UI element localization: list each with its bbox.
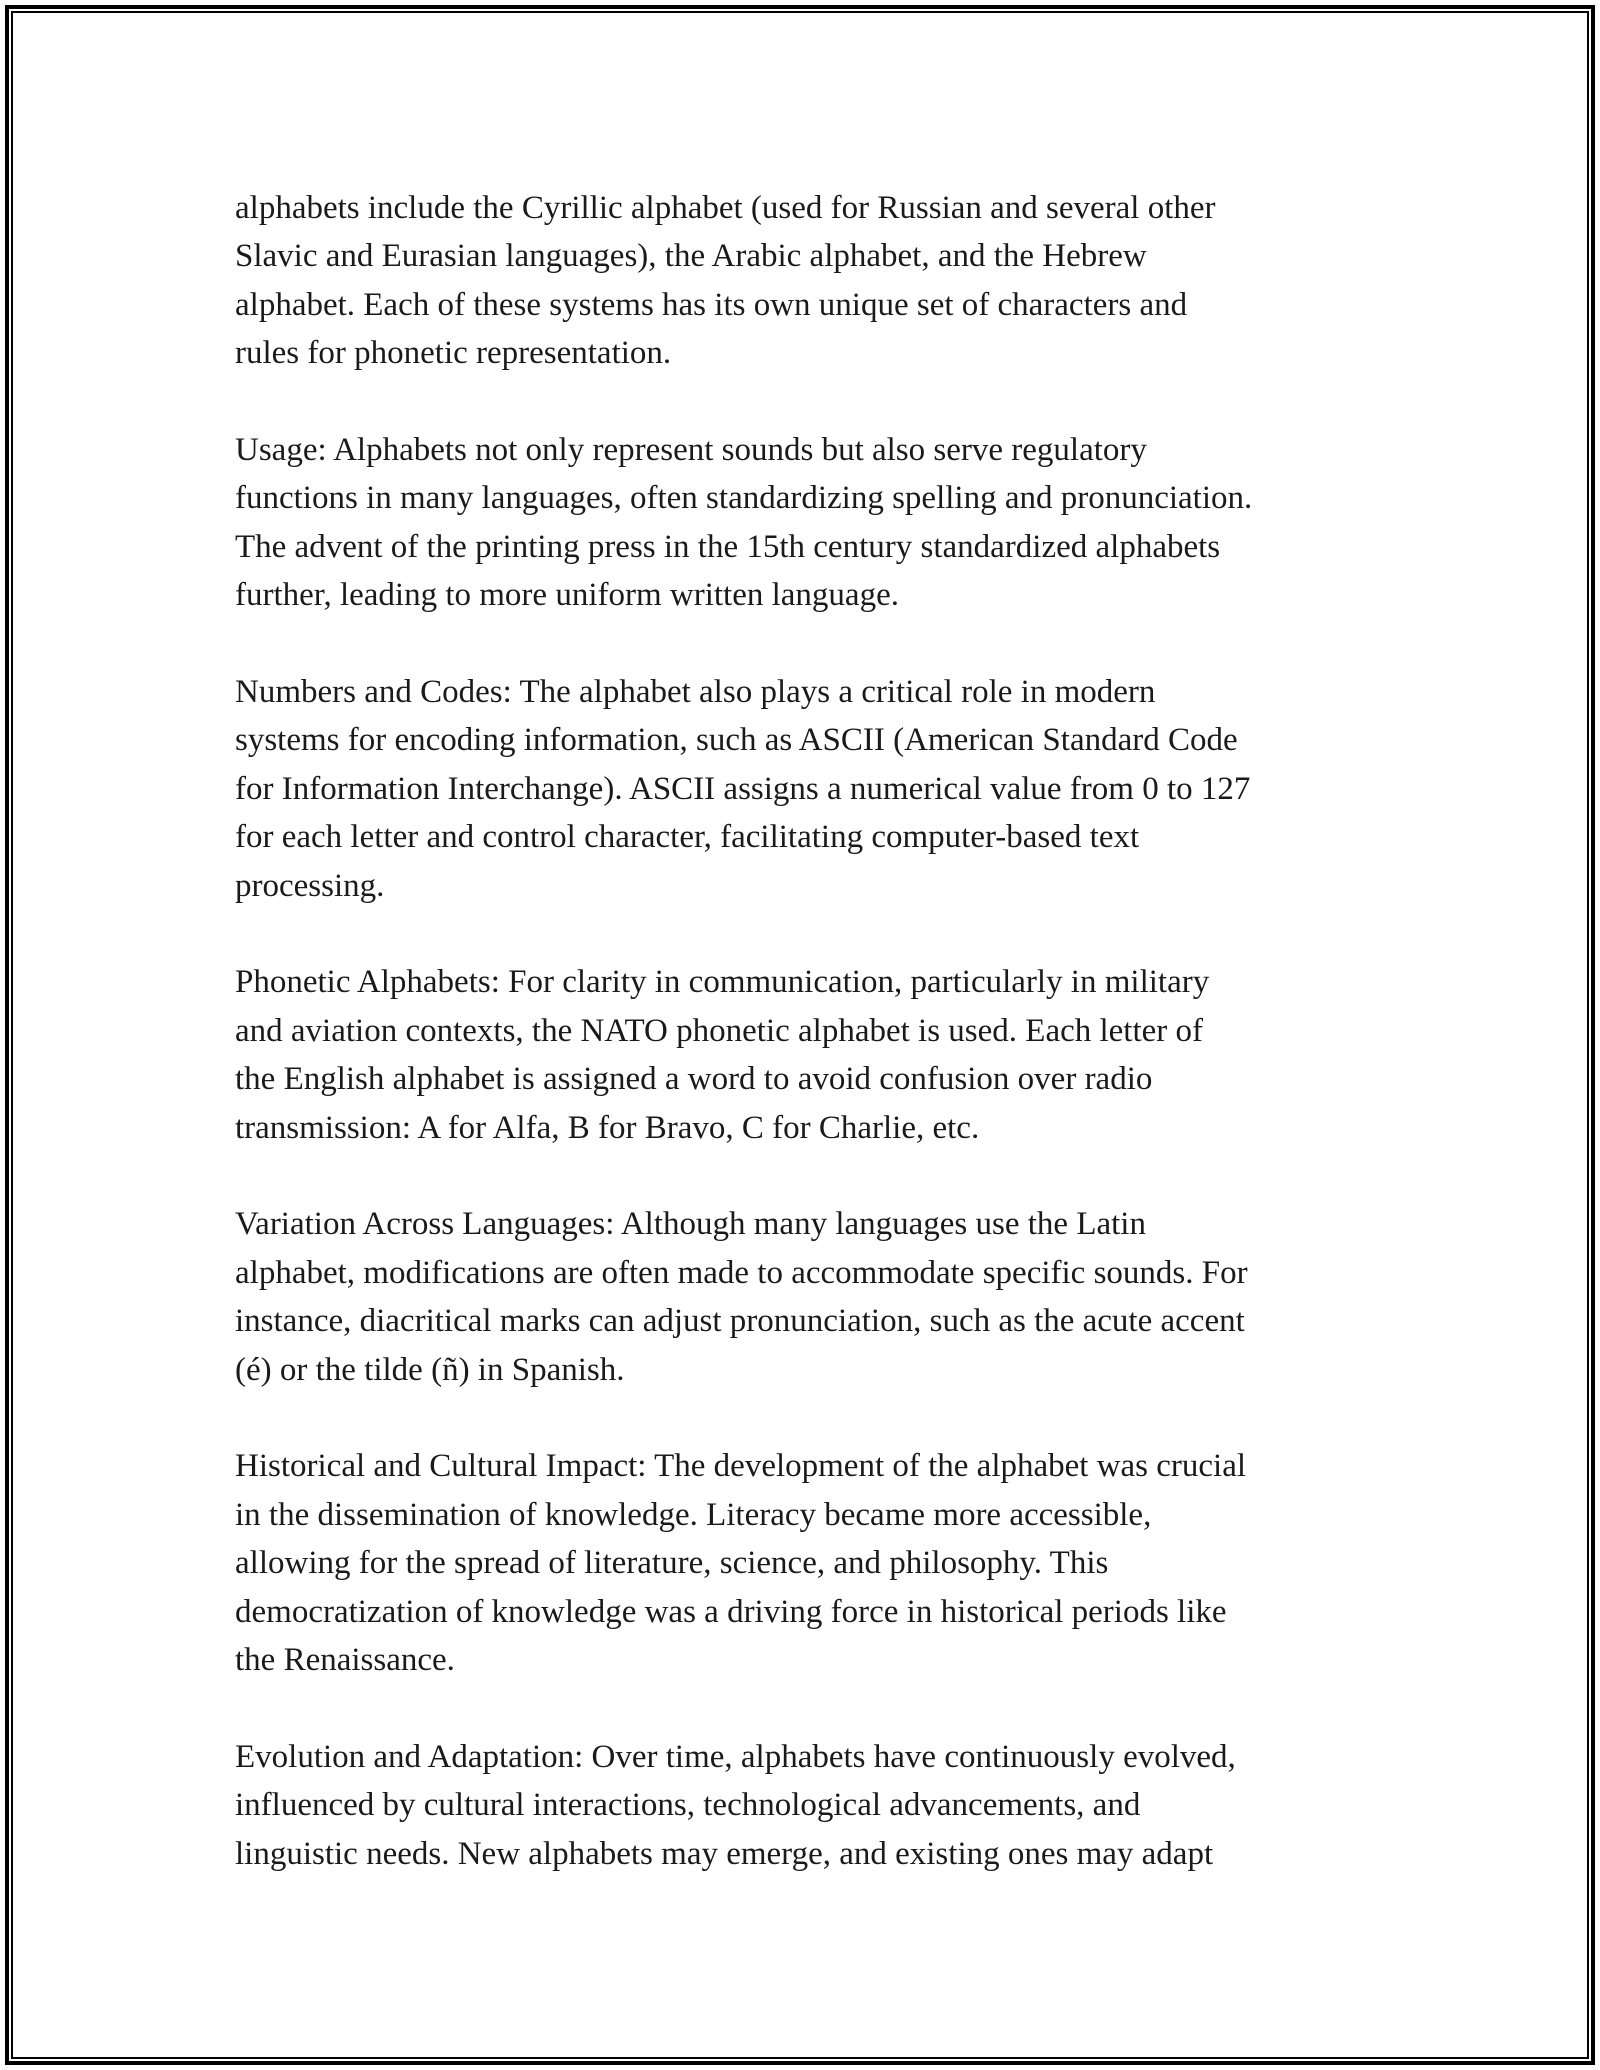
text-line: and aviation contexts, the NATO phonetic alphabet is used. Each letter of: [235, 1012, 1204, 1049]
text-line: rules for phonetic representation.: [235, 335, 672, 372]
text-line: systems for encoding information, such as ASCII (American Standard Code: [235, 722, 1238, 759]
text-line: influenced by cultural interactions, technological advancements, and: [235, 1787, 1141, 1824]
text-line: Evolution and Adaptation: Over time, alphabets have continuously evolved,: [235, 1738, 1236, 1775]
text-line: allowing for the spread of literature, science, and philosophy. This: [235, 1545, 1109, 1582]
paragraph-phonetic-alphabets: [235, 958, 1375, 1152]
text-line: (é) or the tilde (ñ) in Spanish.: [235, 1351, 625, 1388]
text-line: for each letter and control character, facilitating computer-based text: [235, 819, 1140, 856]
text-line: Phonetic Alphabets: For clarity in communication, particularly in military: [235, 964, 1210, 1001]
text-line: processing.: [235, 867, 385, 904]
text-line: Numbers and Codes: The alphabet also plays a critical role in modern: [235, 674, 1156, 711]
paragraph-usage: [235, 426, 1375, 620]
paragraph-evolution-adaptation: [235, 1733, 1375, 1878]
text-line: alphabet, modifications are often made to accommodate specific sounds. For: [235, 1254, 1248, 1291]
text-line: Historical and Cultural Impact: The development of the alphabet was crucial: [235, 1448, 1247, 1485]
paragraph-variation-across-languages: [235, 1200, 1375, 1394]
text-line: instance, diacritical marks can adjust pronunciation, such as the acute accent: [235, 1303, 1245, 1340]
text-line: linguistic needs. New alphabets may emerge, and existing ones may adapt: [235, 1835, 1214, 1872]
text-line: Slavic and Eurasian languages), the Arabic alphabet, and the Hebrew: [235, 238, 1147, 275]
text-line: the Renaissance.: [235, 1642, 455, 1679]
text-line: alphabet. Each of these systems has its own unique set of characters and: [235, 286, 1188, 323]
text-line: further, leading to more uniform written language.: [235, 577, 899, 614]
text-line: Variation Across Languages: Although many languages use the Latin: [235, 1206, 1146, 1243]
text-line: the English alphabet is assigned a word to avoid confusion over radio: [235, 1061, 1153, 1098]
text-line: for Information Interchange). ASCII assigns a numerical value from 0 to 127: [235, 770, 1251, 807]
text-line: democratization of knowledge was a driving force in historical periods like: [235, 1593, 1227, 1630]
text-line: in the dissemination of knowledge. Literacy became more accessible,: [235, 1496, 1152, 1533]
text-line: alphabets include the Cyrillic alphabet (used for Russian and several other: [235, 190, 1216, 226]
text-line: Usage: Alphabets not only represent sounds but also serve regulatory: [235, 432, 1147, 469]
paragraph-other-alphabets: [235, 184, 1375, 378]
document-body: [235, 184, 1375, 1927]
paragraph-historical-cultural-impact: [235, 1442, 1375, 1684]
text-line: The advent of the printing press in the 15th century standardized alphabets: [235, 528, 1221, 565]
text-line: transmission: A for Alfa, B for Bravo, C for Charlie, etc.: [235, 1109, 980, 1146]
paragraph-numbers-and-codes: [235, 668, 1375, 910]
text-line: functions in many languages, often standardizing spelling and pronunciation.: [235, 480, 1253, 517]
